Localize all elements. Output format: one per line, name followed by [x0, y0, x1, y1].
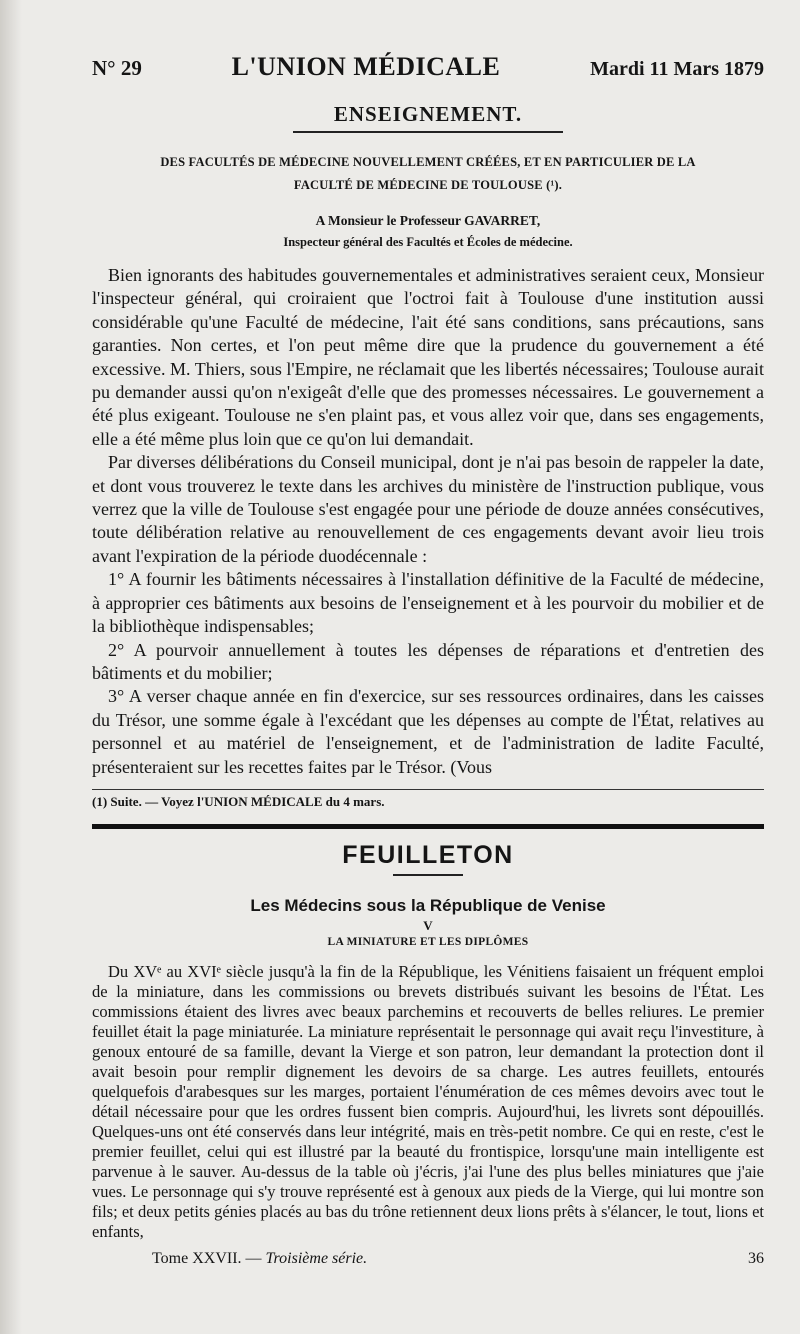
headline-line-2: FACULTÉ DE MÉDECINE DE TOULOUSE (¹).	[293, 178, 563, 192]
article-addressee-title: Inspecteur général des Facultés et Écoles de médecine.	[283, 235, 573, 249]
article-headline	[92, 151, 764, 197]
page-footer	[92, 1250, 764, 1268]
article-paragraph: 3° A verser chaque année en fin d'exercice, sur ses ressources ordinaires, dans les caisses du Trésor, une somme égale à l'excédant que les dépenses au compte de l'État, relatives au personnel et au matériel de l'enseignement, et de l'administration de ladite Faculté, présenteraient sur les recettes faites par le Trésor. (Vous	[92, 686, 764, 777]
issue-number: N° 29	[92, 56, 142, 80]
article-paragraph: Par diverses délibérations du Conseil municipal, dont je n'ai pas besoin de rappeler la date, et dont vous trouverez le texte dans les archives du ministère de l'instruction publique, vous verrez que la ville de Toulouse s'est engagée pour une période de douze années consécutives, toute délibération relative au renouvellement de ces engagements devant avoir lieu trois avant l'expiration de la période duodécennale :	[92, 452, 764, 566]
headline-line-1: DES FACULTÉS DE MÉDECINE NOUVELLEMENT CRÉÉES, ET EN PARTICULIER DE LA	[160, 155, 696, 169]
article-paragraph: 1° A fournir les bâtiments nécessaires à l'installation définitive de la Faculté de médecine, à approprier ces bâtiments aux besoins de l'enseignement et à les pourvoir du mobilier et de la bibliothèque indispensables;	[92, 569, 764, 637]
section-title-rule	[293, 131, 563, 133]
masthead	[92, 0, 764, 88]
feuilleton-paragraph: Du XVᵉ au XVIᵉ siècle jusqu'à la fin de la République, les Vénitiens faisaient un fréquent emploi de la miniature, dans les commissions ou brevets distribués suivant les besoins de l'État. Les commissions étaient des livres avec beaux parchemins et recouverts de belles reliures. Le premier feuillet était la page miniaturée. La miniature représentait le personnage qui avait reçu l'investiture, à genoux entouré de sa famille, devant la Vierge et son patron, leur demandant la protection dont il avait besoin pour remplir dignement les devoirs de sa charge. Les autres feuillets, entourés quelquefois d'arabesques sur les marges, portaient l'énumération de ces mêmes devoirs avec tout le détail nécessaire pour que les ordres fussent bien compris. Aujourd'hui, les livrets sont dépouillés. Quelques-uns ont été conservés dans leur intégrité, mais en très-petit nombre. Ce qui en reste, c'est le premier feuillet, celui qui est illustré par la beauté du frontispice, lorsqu'une main intelligente est parvenue à le sauver. Au-dessus de la table où j'écris, j'ai l'une des plus belles miniatures que j'aie vues. Le personnage qui s'y trouve représenté est à genoux aux pieds de la Vierge, qui lui montre son fils; et deux petits génies placés au bas du trône retiennent deux lions prêts à s'élancer, le tout, lions et enfants,	[92, 961, 764, 1241]
series-label: Troisième série.	[265, 1249, 368, 1267]
feuilleton-title-rule	[393, 874, 463, 876]
page-number: 36	[748, 1249, 764, 1267]
article-paragraph: Bien ignorants des habitudes gouvernementales et administratives seraient ceux, Monsieur l'inspecteur général, qui croiraient que l'octroi fait à Toulouse d'une institution aussi considérable qu'une Faculté de médecine, l'ait été sans conditions, sans précautions, sans garanties. Non certes, et l'on peut même dire que la prudence du gouvernement a été excessive. M. Thiers, sous l'Empire, ne réclamait que les libertés nécessaires; Toulouse aurait pu demander aussi qu'on n'exigeât d'elle que des promesses nécessaires. Le gouvernement a été plus exigeant. Toulouse ne s'en plaint pas, et vous allez voir que, dans ses engagements, elle a été même plus loin que ce qu'on lui demandait.	[92, 265, 764, 449]
journal-title: L'UNION MÉDICALE	[231, 52, 501, 81]
article-footnote: (1) Suite. — Voyez l'UNION MÉDICALE du 4 mars.	[92, 793, 385, 809]
feuilleton-title: FEUILLETON	[342, 840, 514, 869]
feuilleton-divider	[92, 824, 764, 829]
feuilleton-chapter-number: V	[423, 917, 433, 933]
feuilleton-body	[92, 962, 764, 1242]
feuilleton-subtitle: Les Médecins sous la République de Venise	[250, 895, 606, 915]
issue-date: Mardi 11 Mars 1879	[590, 58, 764, 80]
volume-info	[152, 1250, 367, 1268]
article-body	[92, 264, 764, 779]
volume-number: Tome XXVII. —	[152, 1249, 262, 1267]
section-title: ENSEIGNEMENT.	[333, 102, 523, 126]
article-addressee: A Monsieur le Professeur GAVARRET,	[315, 213, 541, 228]
feuilleton-chapter-title: LA MINIATURE ET LES DIPLÔMES	[327, 935, 529, 948]
page-edge-shadow	[0, 0, 22, 1334]
footnote-divider	[92, 789, 764, 790]
article-paragraph: 2° A pourvoir annuellement à toutes les dépenses de réparations et d'entretien des bâtiments et du mobilier;	[92, 639, 764, 683]
